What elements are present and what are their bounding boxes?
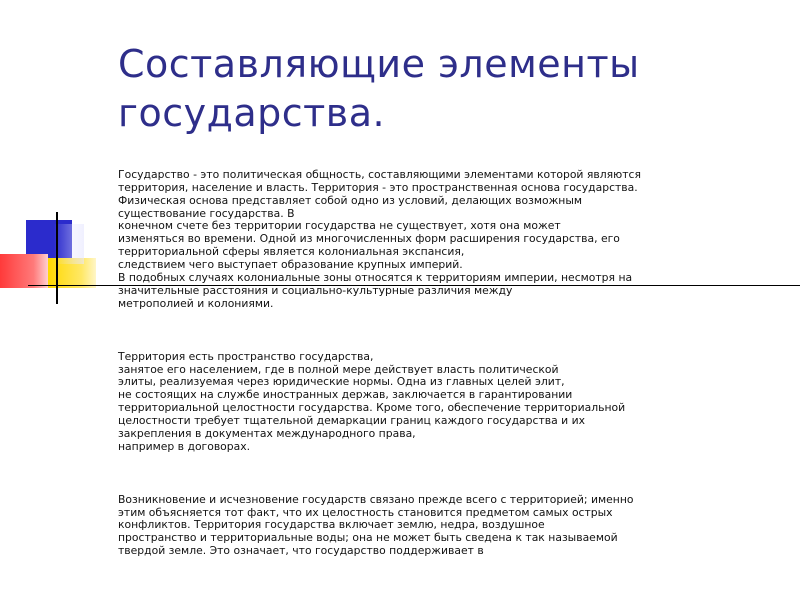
slide-body	[118, 143, 648, 584]
decorative-vertical-line	[56, 212, 58, 304]
paragraph: Возникновение и исчезновение государств связано прежде всего с территорией; именно этим объясняется тот факт, что их целостность становится предметом самых острых конфликтов. Территория государства включает землю, недра, воздушное пространство и территориальные воды; она не может быть сведена к так называемой твердой земле. Это означает, что государство поддерживает в	[118, 492, 634, 558]
paragraph: Государство - это политическая общность, составляющими элементами которой являются территория, население и власть. Территория - это пространственная основа государства. Физическая основа представляет собой одно из условий, делающих возможным существование государства. В конечном счете без территории государства не существует, хотя она может изменяться во времени. Одной из многочисленных форм расширения государства, его территориальной сферы является колониальная экспансия, следствием чего выступает образование крупных империй. В подобных случаях колониальные зоны относятся к территориям империи, несмотря на значительные расстояния и социально-культурные различия между метрополией и колониями.	[118, 167, 641, 310]
decorative-red-block	[0, 254, 48, 288]
decorative-shadow	[54, 224, 84, 264]
slide-title: Составляющие элементы государства.	[118, 42, 640, 135]
paragraph: Территория есть пространство государства, занятое его населением, где в полной мере действует власть политической элиты, реализуемая через юридические нормы. Одна из главных целей элит, не состоящих на службе иностранных держав, заключается в гарантировании территориальной целостности государства. Кроме того, обеспечение территориальной целостности требует тщательной демаркации границ каждого государства и их закрепления в документах международного права, например в договорах.	[118, 349, 626, 453]
